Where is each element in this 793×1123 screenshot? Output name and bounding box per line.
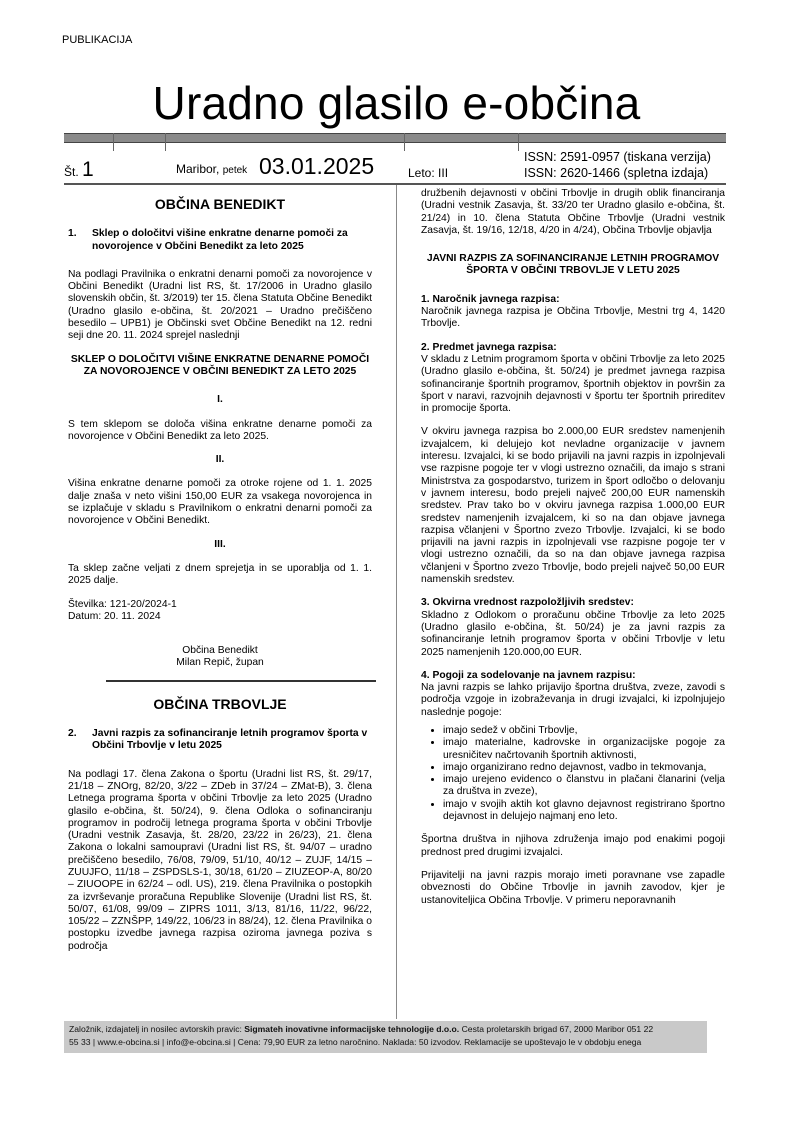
signature-block [68,645,372,670]
issue-number [64,158,94,182]
issue-weekday: petek [222,165,248,176]
rule-tick [404,133,405,151]
subsection-heading: 2. Predmet javnega razpisa: [421,341,557,353]
issue-place [176,162,247,176]
issn-web: ISSN: 2620-1466 (spletna izdaja) [524,166,709,180]
clause-number: III. [214,538,226,550]
subsection-text: V okviru javnega razpisa bo 2.000,00 EUR sredstev namenjenih izvajalcem, ki delujejo kot nevladne organizacije v javnem interesu. Izvajalci, ki se bodo prijavili na javni razpis in izpolnjevali vse razpisne pogoje ter v vlogi ustrezno označili, da imajo s strani Ministrstva za gospodarstvo, turizem in šport odločbo o delovanju v javnem interesu, bodo prejeli največ 200,00 EUR namenskih sredstev. Prav tako bo v okviru javnega razpisa 1.000,00 EUR sredstev namenjenih izvajalcem, ki so na dan objave javnega razpisa včlanjeni v Športno zvezo Trbovlje. Izvajalci, ki se bodo prijavili na javni razpis in izpolnjevali vse razpisne pogoje ter v vlogi ustrezno označili, da so na dan objave javnega razpisa včlanjeni v Športno zvezo Trbovlje, bodo prejeli največ 50,00 EUR namenskih sredstev. [421,426,725,586]
masthead-rule [64,133,726,143]
section-title-trbovlje: OBČINA TRBOVLJE [153,695,287,712]
subsection-text: Na javni razpis se lahko prijavijo športna društva, zveze, zavodi s področja vzgoje in izobraževanja in drugi izvajalci, ki izpolnjujejo naslednje pogoje: [421,682,725,718]
subsection-text: Prijavitelji na javni razpis morajo imeti poravnane vse zapadle obveznosti do Občine Trbovlje in javnih zavodov, kjer je ustanoviteljica Občina Trbovlje. V primeru neporavnanih [421,869,725,906]
article-title: Sklep o določitvi višine enkratne denarne pomoči za novorojence v Občini Benedikt za leto 2025 [92,228,348,252]
subsection-heading: 4. Pogoji za sodelovanje na javnem razpisu: [421,669,636,681]
footer-publisher-label: Založnik, izdajatelj in nosilec avtorskih pravic: [69,1024,242,1034]
article-title: Javni razpis za sofinanciranje letnih programov športa v Občini Trbovlje v letu 2025 [92,728,368,752]
article-heading [68,228,372,253]
clause-number: I. [217,394,223,406]
issue-date: 03.01.2025 [259,153,375,179]
list-item: • imajo urejeno evidenco o članstvu in plačani članarini (velja za društva in zveze), [443,774,725,799]
article-heading [68,728,372,753]
footer-phone: 55 33 [69,1037,91,1047]
clause-text: Višina enkratne denarne pomoči za otroke rojene od 1. 1. 2025 dalje znaša v neto višini 150,00 EUR za vsakega novorojenca in se izplačuje v skladu s Pravilnikom o enkratni denarni pomoči za novorojence v Občini Benedikt. [68,478,372,527]
issue-number-value: 1 [82,158,94,181]
masthead-title: Uradno glasilo e-občina [152,77,641,129]
footer-price-note: Cena: 79,90 EUR za letno naročnino. Naklada: 50 izvodov. Reklamacije se upoštevajo le v obdobju enega [237,1037,642,1047]
list-item: • imajo v svojih aktih kot glavno dejavnost registrirano športno dejavnost in delujejo najmanj eno leto. [443,799,725,824]
rule-tick [113,133,114,151]
footer-company: Sigmateh inovativne informacijske tehnologije d.o.o. [244,1024,460,1034]
legal-basis-paragraph: Na podlagi 17. člena Zakona o športu (Uradni list RS, št. 29/17, 21/18 – ZNOrg, 82/20, 3/22 – ZDeb in 37/24 – ZMat-B), 3. člena Letnega programa športa v občini Trbovlje za leto 2025 (Uradno glasilo e-občina, št. 50/24), 9. člena Odloka o sofinanciranju programov in področij letnega programa športa v občini Trbovlje (Uradni vestnik Zasavja, št. 28/20, 23/22 in 26/23), 21. člena Zakona o lokalni samoupravi (Uradni list RS, št. 94/07 – uradno prečiščeno besedilo, 76/08, 79/09, 51/10, 40/12 – ZUJF, 14/15 – ZUUJFO, 11/18 – ZSPDSLS-1, 30/18, 61/20 – ZIUZEOP-A, 80/20 – ZIUOOPE in 62/24 – odl. US), 219. člena Pravilnika o postopkih za izvrševanje proračuna Republike Slovenije (Uradni list RS, št. 50/07, 61/08, 99/09 – ZIPRS 1011, 3/13, 81/16, 11/22, 96/22, 105/22 – ZZNŠPP, 149/22, 106/23 in 88/24), 12. člena Pravilnika o postopku izvedbe javnega razpisa oziroma javnega poziva s področja [68,768,372,952]
call-title: JAVNI RAZPIS ZA SOFINANCIRANJE LETNIH PROGRAMOV ŠPORTA V OBČINI TRBOVLJE V LETU 2025 [426,253,720,277]
signature-name: Milan Repič, župan [176,657,264,669]
column-divider [396,185,397,1019]
right-column [421,188,725,918]
issue-year: Leto: III [408,166,449,180]
issue-city: Maribor, [176,162,220,176]
subsection-text: Naročnik javnega razpisa je Občina Trbovlje, Mestni trg 4, 1420 Trbovlje. [421,306,725,330]
legal-basis-continuation: družbenih dejavnosti v občini Trbovlje in drugih oblik financiranja (Uradni vestnik Zasavja, št. 33/20 ter Uradno glasilo e-občina, št. 21/24) in 10. člena Statuta Občine Trbovlje (Uradni vestnik Zasavja, št. 19/16, 12/18, 4/20 in 4/24), Občina Trbovlje objavlja [421,188,725,236]
footer-line-2: 55 33 | www.e-obcina.si | info@e-obcina.si | Cena: 79,90 EUR za letno naročnino. Naklada: 50 izvodov. Reklamacije se upoštevajo le v obdobju enega [69,1037,642,1047]
rule-tick [518,133,519,151]
article-number: 1. [68,228,77,240]
issue-prefix: Št. [64,165,79,179]
left-column [68,188,372,964]
conditions-list [421,725,725,823]
rule-tick [165,133,166,151]
section-title-benedikt: OBČINA BENEDIKT [154,196,286,212]
issn-print: ISSN: 2591-0957 (tiskana verzija) [524,150,711,164]
publisher-footer [64,1021,707,1053]
publication-label: PUBLIKACIJA [62,34,133,46]
subsection-heading: 1. Naročnik javnega razpisa: [421,293,560,305]
reference-number: Številka: 121-20/2024-1 [68,598,177,610]
clause-number: II. [215,454,225,466]
clause-text: S tem sklepom se določa višina enkratne denarne pomoči za novorojence v Občini Benedikt za leto 2025. [68,418,372,442]
list-item: • imajo materialne, kadrovske in organizacijske pogoje za uresničitev načrtovanih športnih aktivnosti, [443,737,725,762]
subsection-heading: 3. Okvirna vrednost razpoložljivih sredstev: [421,597,634,609]
footer-address: Cesta proletarskih brigad 67, 2000 Maribor 051 22 [461,1024,654,1034]
issue-rule [64,183,726,185]
clause-text: Ta sklep začne veljati z dnem sprejetja in se uporablja od 1. 1. 2025 dalje. [68,562,372,587]
section-separator [106,680,376,682]
decision-title: SKLEP O DOLOČITVI VIŠINE ENKRATNE DENARNE POMOČI ZA NOVOROJENCE V OBČINI BENEDIKT ZA LETO 2025 [70,353,370,377]
footer-email-link[interactable]: info@e-obcina.si [166,1037,231,1047]
footer-line-1 [69,1023,702,1036]
list-item: • imajo sedež v občini Trbovlje, [443,725,725,737]
footer-website-link[interactable]: www.e-obcina.si [97,1037,160,1047]
subsection-text: Športna društva in njihova združenja imajo pod enakimi pogoji prednost pred drugimi izvajalci. [421,834,725,858]
subsection-text: V skladu z Letnim programom športa v občini Trbovlje za leto 2025 (Uradno glasilo e-občina, št. 50/24) je predmet javnega razpisa sofinanciranje športnih programov, športnih objektov in površin za šport v naravi, razvojnih dejavnosti v športu ter športnih prireditev in promocije športa. [421,353,725,415]
subsection-text: Skladno z Odlokom o proračunu občine Trbovlje za leto 2025 (Uradno glasilo e-občina, št. 50/24) je za javni razpis za sofinanciranje letnih programov športa v občini Trbovlje v letu 2025 namenjenih 120.000,00 EUR. [421,609,725,658]
intro-paragraph: Na podlagi Pravilnika o enkratni denarni pomoči za novorojence v Občini Benedikt (Uradni list RS, št. 17/2006 in Uradno glasilo slovenskih občin, št. 3/2019) ter 15. člena Statuta Občine Benedikt (Uradno glasilo e-občina, št. 20/2021 – Uradno prečiščeno besedilo – UPB1) je Občinski svet Občine Benedikt na 12. redni seji dne 20. 11. 2024 sprejel naslednji [68,268,372,342]
article-number: 2. [68,728,77,740]
reference-date: Datum: 20. 11. 2024 [68,610,161,622]
list-item: • imajo organizirano redno dejavnost, vadbo in tekmovanja, [443,762,725,774]
signature-org: Občina Benedikt [182,645,258,657]
